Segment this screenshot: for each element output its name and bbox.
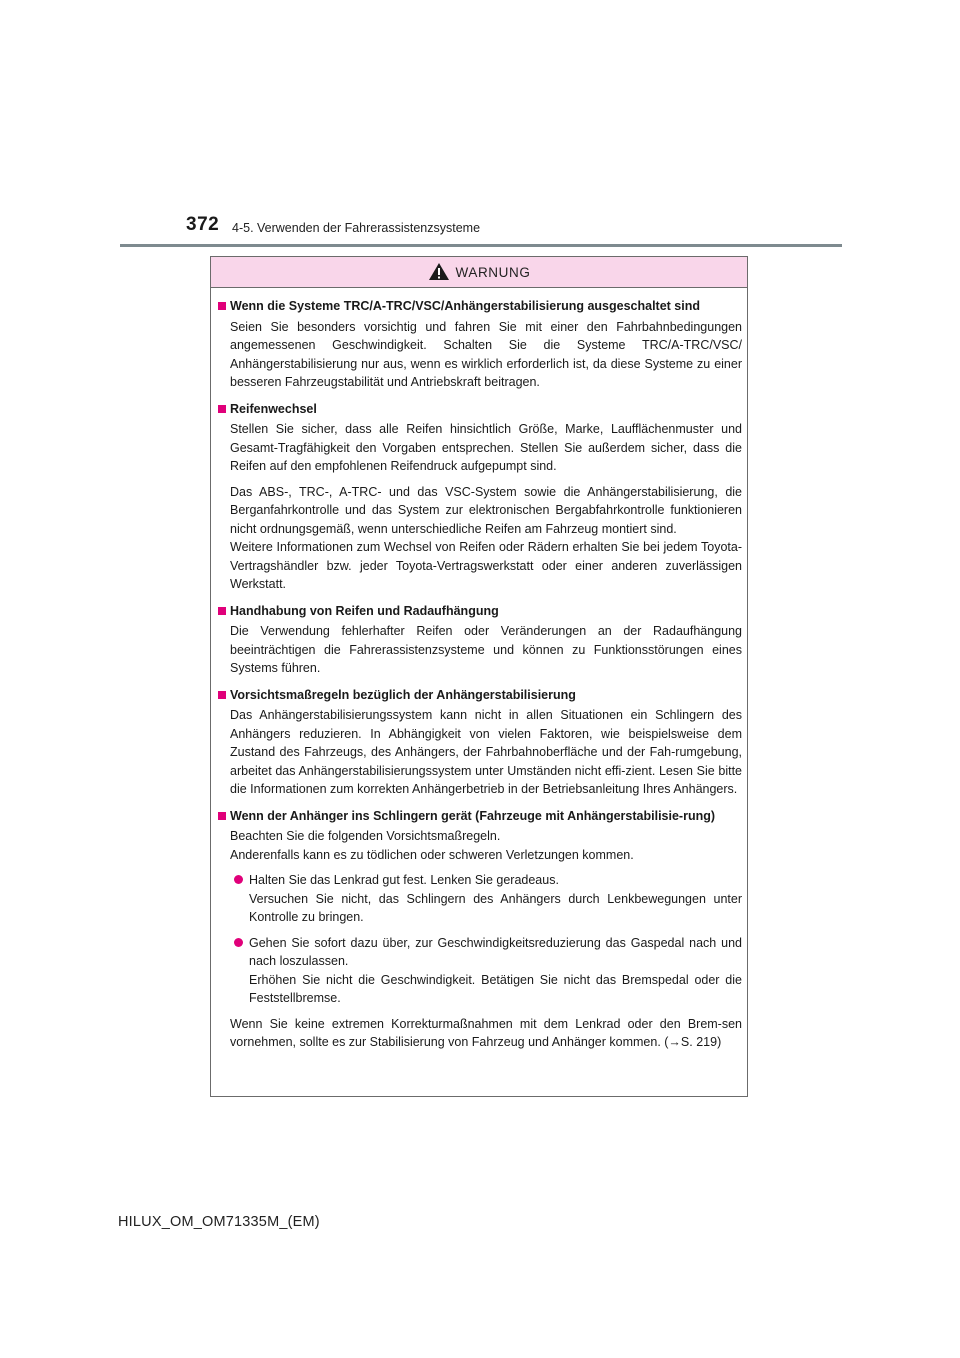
section-heading: Handhabung von Reifen und Radaufhängung <box>218 602 742 621</box>
warning-box <box>210 256 748 1097</box>
section-trailer-stabilization <box>218 686 742 799</box>
header-divider <box>120 244 842 247</box>
warning-triangle-icon <box>428 262 450 281</box>
paragraph: Seien Sie besonders vorsichtig und fahren Sie mit einer den Fahrbahnbedingungen angemessenen Geschwindigkeit. Schalten Sie die Systeme TRC/A-TRC/VSC/ Anhängerstabilisierung nur aus, wenn es wirklich erforderlich ist, da diese Systeme zu einer besseren Fahrzeugstabilität und Antriebskraft beitragen. <box>230 319 742 389</box>
paragraph: Die Verwendung fehlerhafter Reifen oder Veränderungen an der Radaufhängung beeinträchtigen die Fahrerassistenzsysteme und können zu Funktionsstörungen eines Systems führen. <box>230 624 742 675</box>
list-item: Gehen Sie sofort dazu über, zur Geschwindigkeitsreduzierung das Gaspedal nach und nach loszulassen. Erhöhen Sie nicht die Geschwindigkeit. Betätigen Sie nicht das Bremspedal oder die Feststellbremse. <box>234 934 742 1008</box>
section-heading: Wenn der Anhänger ins Schlingern gerät (Fahrzeuge mit Anhängerstabilisie-rung) <box>218 807 742 826</box>
list-item: Halten Sie das Lenkrad gut fest. Lenken Sie geradeaus. Versuchen Sie nicht, das Schlingern des Anhängers durch Lenkbewegungen unter Kontrolle zu bringen. <box>234 871 742 927</box>
section-heading: Vorsichtsmaßregeln bezüglich der Anhängerstabilisierung <box>218 686 742 705</box>
section-heading: Reifenwechsel <box>218 400 742 419</box>
warning-title: WARNUNG <box>455 264 531 280</box>
paragraph: Beachten Sie die folgenden Vorsichtsmaßregeln. Anderenfalls kann es zu tödlichen oder schweren Verletzungen kommen. <box>230 829 634 862</box>
square-bullet-icon <box>218 812 226 820</box>
paragraph: Das Anhängerstabilisierungssystem kann nicht in allen Situationen ein Schlingern des Anhängers reduzieren. In Abhängigkeit von vielen Faktoren, wie beispielsweise dem Zustand des Fahrzeugs, des Anhängers, der Fahrbahnoberfläche und der Fah-rumgebung, arbeitet das Anhängerstabilisierungssystem unter Umständen nicht effi-zient. Lesen Sie bitte die Informationen zum korrekten Anhängerbetrieb in der Betriebsanleitung Ihres Anhängers. <box>230 708 742 796</box>
warning-body <box>211 288 747 1052</box>
section-trailer-sway <box>218 807 742 1052</box>
paragraph: Stellen Sie sicher, dass alle Reifen hinsichtlich Größe, Marke, Laufflächenmuster und Gesamt-Tragfähigkeit den Vorgaben entsprechen. Stellen Sie außerdem sicher, dass die Reifen auf den empfohlenen Reifendruck aufgepumpt sind. <box>230 422 742 473</box>
warning-header <box>211 257 747 288</box>
square-bullet-icon <box>218 302 226 310</box>
square-bullet-icon <box>218 607 226 615</box>
chapter-title: 4-5. Verwenden der Fahrerassistenzsysteme <box>232 221 481 235</box>
circle-bullet-icon <box>234 938 243 947</box>
paragraph: Das ABS-, TRC-, A-TRC- und das VSC-System sowie die Anhängerstabilisierung, die Berganfahrkontrolle und das System zur elektronischen Bergabfahrkontrolle funktionieren nicht ordnungsgemäß, wenn unterschiedliche Reifen am Fahrzeug montiert sind. Weitere Informationen zum Wechsel von Reifen oder Rädern erhalten Sie bei jedem Toyota-Vertragshändler bzw. jeder Toyota-Vertragswerkstatt oder einer anderen zuverlässigen Werkstatt. <box>230 484 742 591</box>
section-tire-handling <box>218 602 742 678</box>
section-heading: Wenn die Systeme TRC/A-TRC/VSC/Anhängerstabilisierung ausgeschaltet sind <box>218 297 742 316</box>
section-tire-change <box>218 400 742 594</box>
square-bullet-icon <box>218 405 226 413</box>
square-bullet-icon <box>218 691 226 699</box>
section-systems-off <box>218 297 742 392</box>
paragraph: Wenn Sie keine extremen Korrekturmaßnahmen mit dem Lenkrad oder den Brem-sen vornehmen, sollte es zur Stabilisierung von Fahrzeug und Anhänger kommen. (→S. 219) <box>230 1016 742 1049</box>
document-code: HILUX_OM_OM71335M_(EM) <box>118 1214 320 1230</box>
circle-bullet-icon <box>234 875 243 884</box>
page-number: 372 <box>186 214 220 235</box>
